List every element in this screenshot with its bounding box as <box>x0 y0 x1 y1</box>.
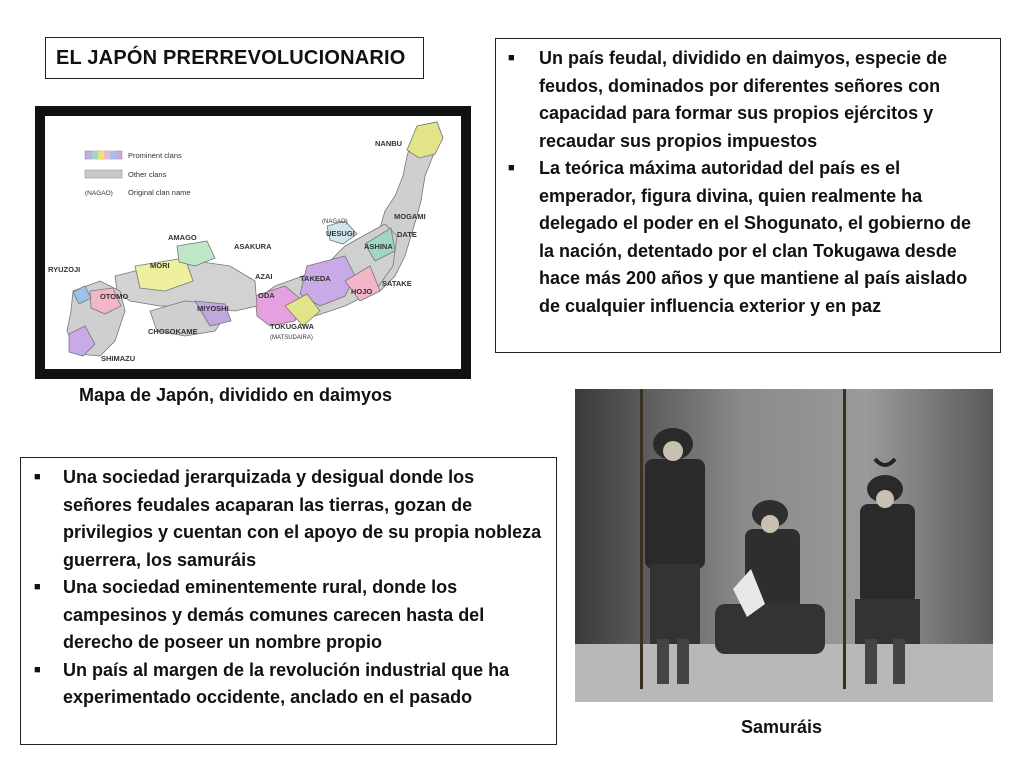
label-amago: AMAGO <box>168 233 197 242</box>
label-azai: AZAI <box>255 272 273 281</box>
legend-original-example: (NAGAO) <box>85 190 113 197</box>
map-caption: Mapa de Japón, dividido en daimyos <box>79 385 393 405</box>
society-description-box <box>20 457 557 745</box>
samurai-photo <box>575 389 993 702</box>
label-uesugi: UESUGI <box>326 229 355 238</box>
label-mori: MORI <box>150 261 170 270</box>
photo-caption: Samuráis <box>741 717 823 737</box>
label-nanbu: NANBU <box>375 139 403 148</box>
legend-other: Other clans <box>128 170 167 179</box>
feudal-bullet-list <box>496 45 988 320</box>
japan-map <box>43 114 463 371</box>
title-box <box>45 37 424 79</box>
label-oda: ODA <box>258 291 275 300</box>
legend-prominent: Prominent clans <box>128 151 182 160</box>
label-satake: SATAKE <box>382 279 412 288</box>
japan-landmass <box>67 122 443 356</box>
label-ryuzoji: RYUZOJI <box>48 265 81 274</box>
label-nagao: (NAGAO) <box>322 219 348 225</box>
japan-map-frame <box>35 106 471 379</box>
label-tokugawa: TOKUGAWA <box>270 322 315 331</box>
label-otomo: OTOMO <box>100 292 129 301</box>
feudal-description-box <box>495 38 1001 353</box>
legend-original: Original clan name <box>128 188 191 197</box>
label-asakura: ASAKURA <box>234 242 272 251</box>
label-takeda: TAKEDA <box>300 274 331 283</box>
page-title: EL JAPÓN PRERREVOLUCIONARIO <box>56 46 406 69</box>
bullet-item: ■ Un país feudal, dividido en daimyos, especie de feudos, dominados por diferentes señores con capacidad para formar sus propios ejércitos y recaudar sus propios impuestos <box>496 45 988 155</box>
label-mogami: MOGAMI <box>394 212 426 221</box>
bullet-item: ■ Una sociedad eminentemente rural, donde los campesinos y demás comunes carecen hasta del derecho de poseer un nombre propio <box>21 574 546 657</box>
map-legend <box>85 151 191 197</box>
japan-map-graphic <box>45 116 461 369</box>
label-miyoshi: MIYOSHI <box>197 304 229 313</box>
label-chosokame: CHOSOKAME <box>148 327 198 336</box>
label-ashina: ASHINA <box>364 242 393 251</box>
society-bullet-list <box>21 464 546 712</box>
label-hojo: HOJO <box>351 287 373 296</box>
bullet-item: ■ Una sociedad jerarquizada y desigual donde los señores feudales acaparan las tierras, gozan de privilegios y cuentan con el apoyo de su propia nobleza guerrera, los samuráis <box>21 464 546 574</box>
label-matsudaira: (MATSUDAIRA) <box>270 335 313 341</box>
bullet-item: ■ La teórica máxima autoridad del país es el emperador, figura divina, quien realmente ha delegado el poder en el Shogunato, el gobierno de la nación, detentado por el clan Tokugawa desde hace más 200 años y que mantiene al país aislado de cualquier influencia exterior y en paz <box>496 155 988 320</box>
label-shimazu: SHIMAZU <box>101 354 136 363</box>
label-date: DATE <box>397 230 417 239</box>
bullet-item: ■ Un país al margen de la revolución industrial que ha experimentado occidente, anclado en el pasado <box>21 657 546 712</box>
samurai-photo-graphic <box>575 389 993 702</box>
